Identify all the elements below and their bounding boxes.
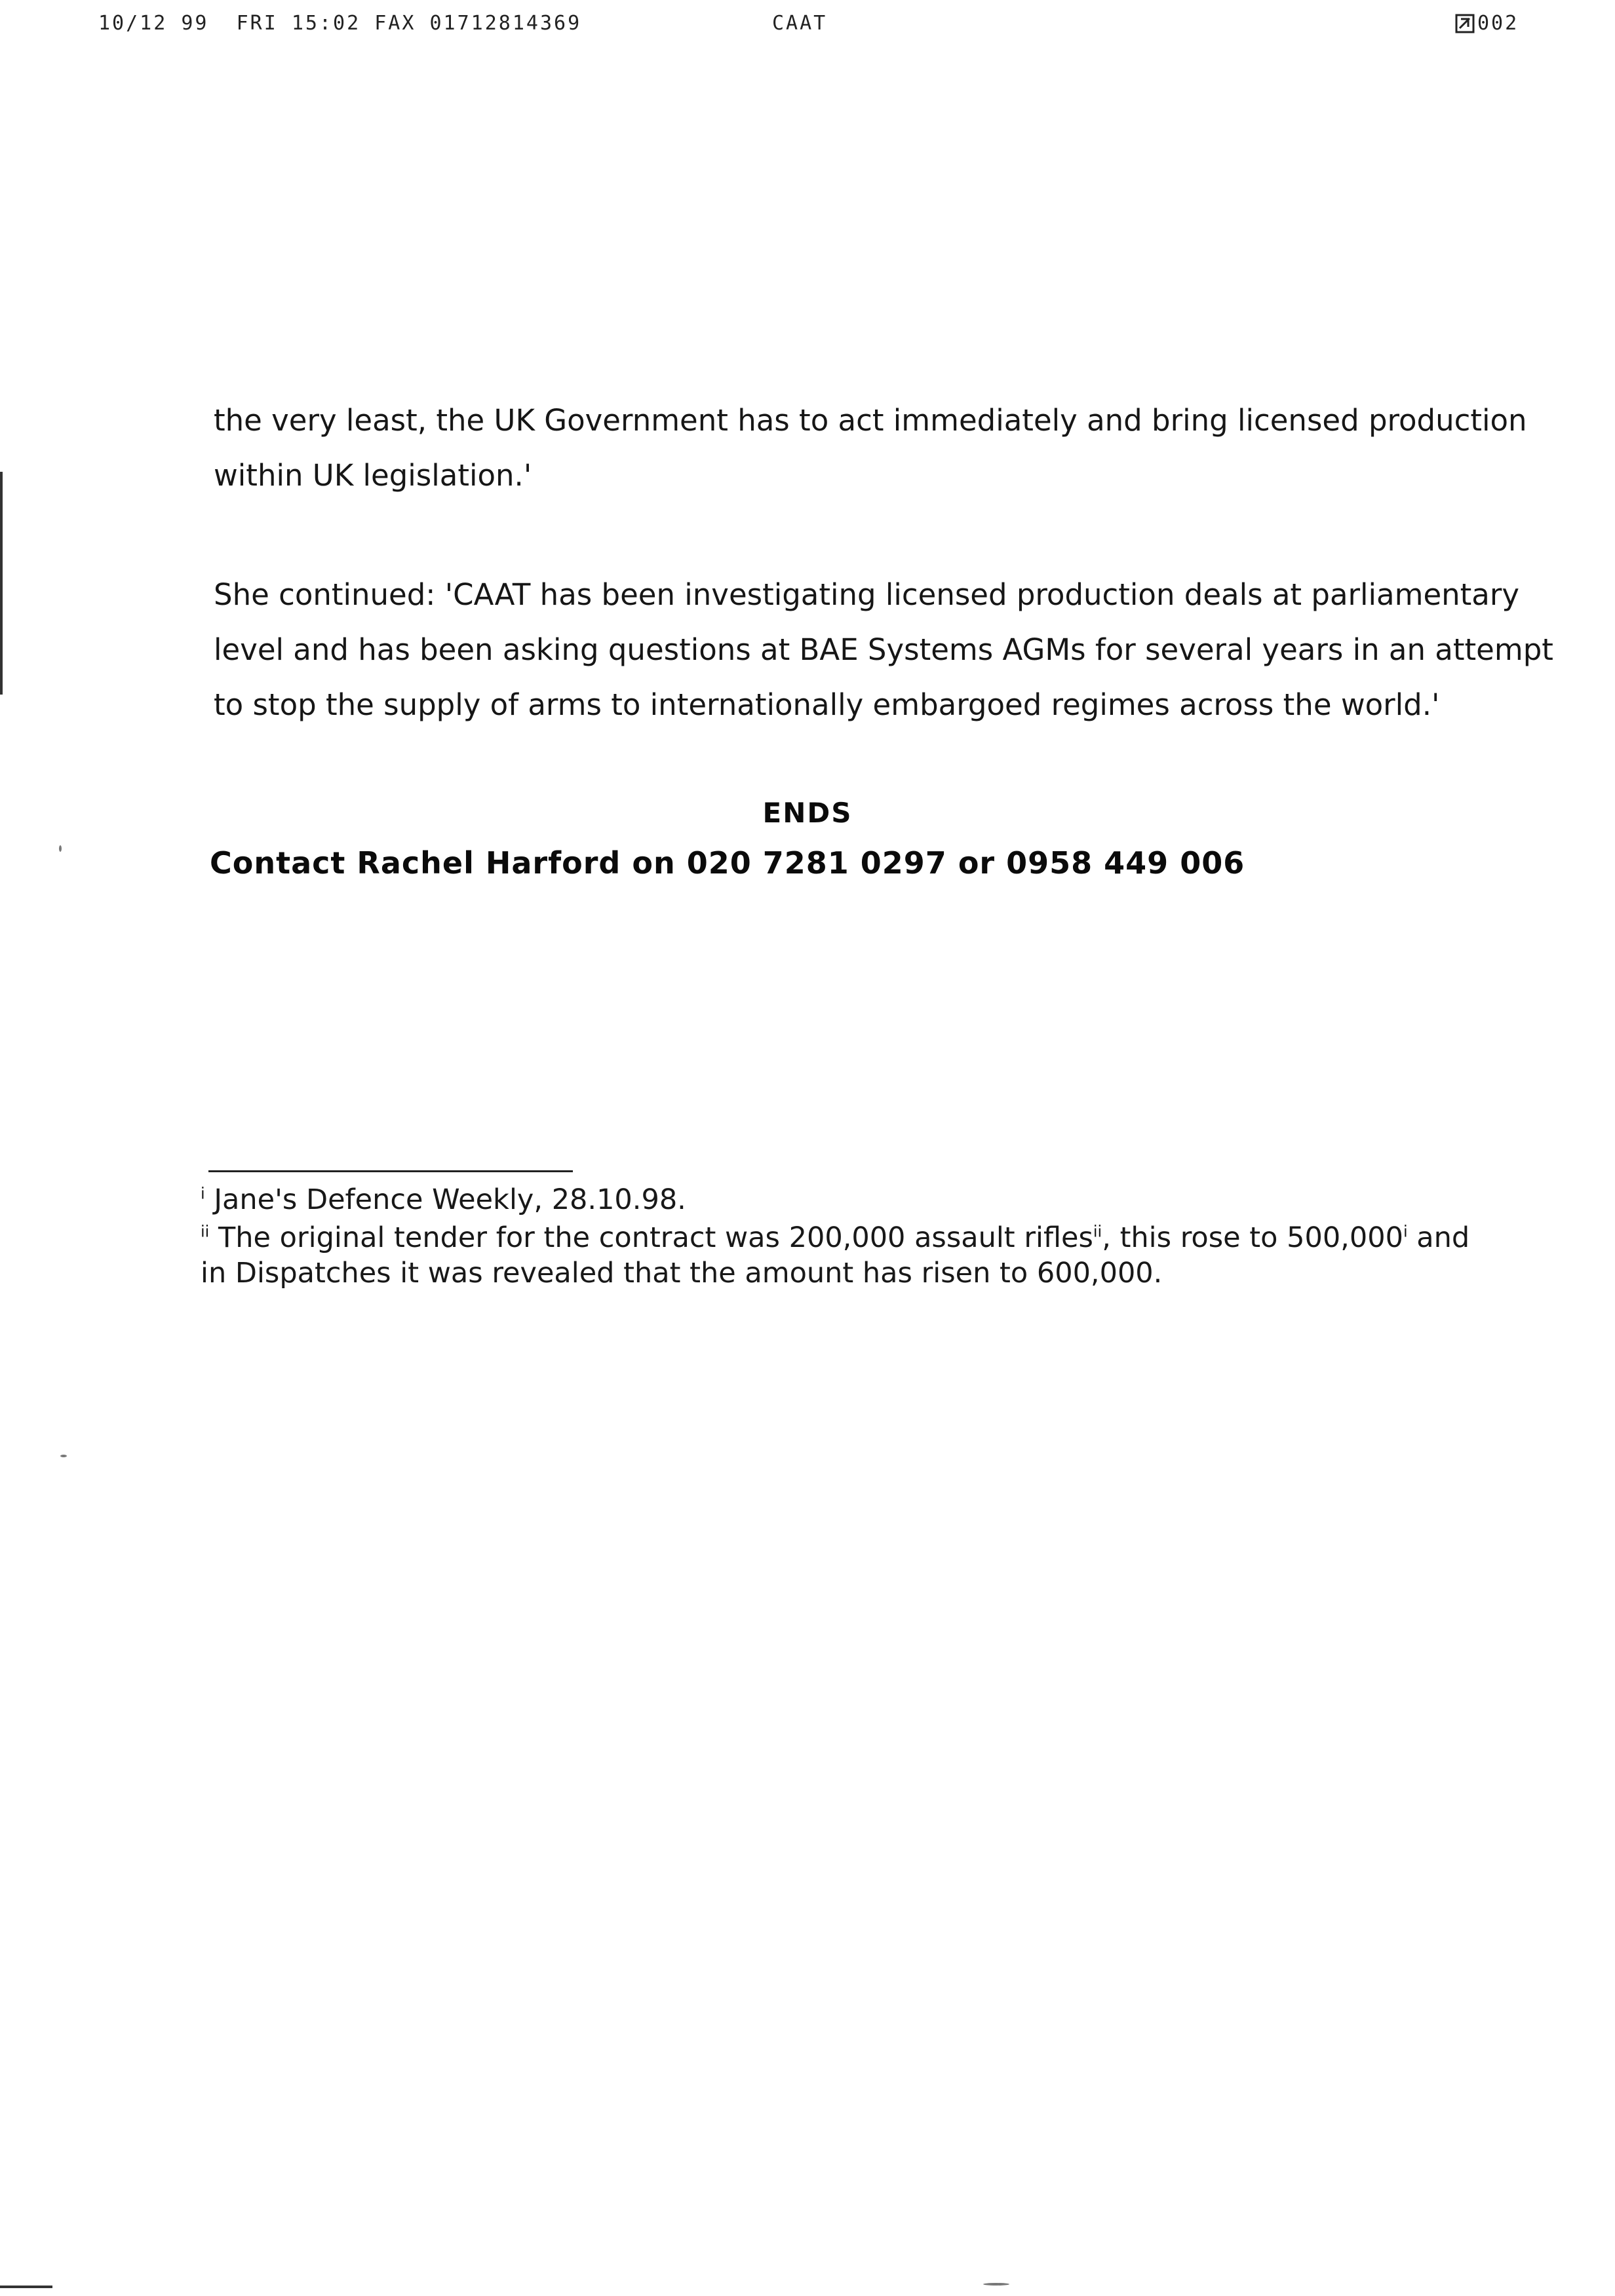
paragraph-1 [214, 393, 1527, 503]
scan-speck [983, 2283, 1009, 2286]
fax-page-label: 002 [1477, 12, 1519, 35]
fax-page-icon [1455, 14, 1475, 33]
footnote-divider [208, 1170, 573, 1172]
paragraph-line: level and has been asking questions at BAE Systems AGMs for several years in an attempt [214, 632, 1553, 667]
paragraph-line: to stop the supply of arms to internationally embargoed regimes across the world.' [214, 687, 1440, 722]
ends-marker: ENDS [762, 797, 853, 829]
paragraph-line: She continued: 'CAAT has been investigating licensed production deals at parliamentary [214, 577, 1519, 612]
footnote-marker: ii [201, 1222, 210, 1241]
scan-speck [60, 1455, 67, 1457]
fax-header [0, 12, 1615, 38]
paragraph-line: the very least, the UK Government has to act immediately and bring licensed production [214, 403, 1527, 438]
footnote-text: , this rose to 500,000 [1102, 1221, 1403, 1254]
fax-page-number [1455, 12, 1519, 35]
scan-speck [59, 845, 62, 852]
fax-sender: CAAT [772, 12, 828, 35]
scan-edge-mark [0, 2286, 52, 2288]
footnote-text: The original tender for the contract was 200,000 assault rifles [218, 1221, 1093, 1254]
footnote-ref: ii [1093, 1222, 1102, 1241]
scan-edge-mark [0, 472, 3, 695]
fax-transmission-info: 10/12 99 FRI 15:02 FAX 01712814369 [98, 12, 582, 35]
paragraph-line: within UK legislation.' [214, 458, 532, 493]
footnote-2 [201, 1220, 1470, 1291]
footnote-text: Jane's Defence Weekly, 28.10.98. [214, 1183, 686, 1216]
footnote-marker: i [201, 1184, 205, 1203]
contact-line: Contact Rachel Harford on 020 7281 0297 or 0958 449 006 [210, 845, 1245, 881]
footnote-ref: i [1403, 1222, 1408, 1241]
footnote-text: and [1407, 1221, 1470, 1254]
footnote-text: in Dispatches it was revealed that the amount has risen to 600,000. [201, 1257, 1163, 1290]
paragraph-2 [214, 567, 1553, 733]
footnote-1 [201, 1182, 1446, 1217]
